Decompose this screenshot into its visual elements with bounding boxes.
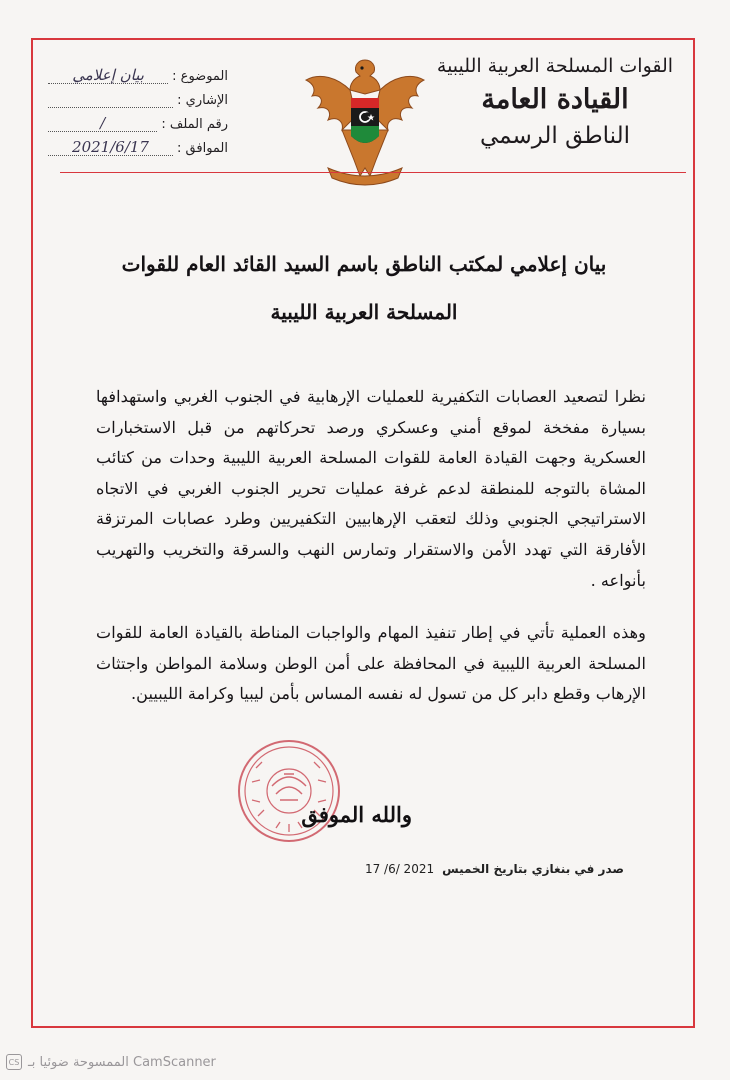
org-spokesman: الناطق الرسمي [480, 123, 630, 149]
org-command: القيادة العامة [481, 84, 629, 115]
issued-place: صدر في بنغازي بتاريخ الخميس [442, 862, 624, 876]
scanner-watermark [6, 1052, 216, 1072]
reference-label: الإشاري : [177, 93, 228, 108]
subject-value: بيان إعلامي [48, 67, 168, 84]
file-number-value: / [48, 115, 157, 132]
letterhead-organization [430, 52, 680, 152]
title-line-2: المسلحة العربية الليبية [270, 300, 458, 324]
document-metadata [48, 60, 228, 156]
date-label: الموافق : [177, 141, 228, 156]
issued-line [365, 862, 624, 876]
file-number-label: رقم الملف : [161, 117, 228, 132]
date-value: 2021/6/17 [48, 139, 173, 156]
reference-value [48, 91, 173, 108]
statement-title [70, 240, 658, 336]
camscanner-icon: CS [6, 1054, 22, 1070]
subject-row [48, 60, 228, 84]
eagle-emblem-icon [298, 50, 432, 190]
subject-label: الموضوع : [172, 69, 228, 84]
body-paragraph-1: نظرا لتصعيد العصابات التكفيرية للعمليات الإرهابية في الجنوب الغربي واستهدافها بسيارة مفخخة لموقع أمني وعسكري ورصد تحركاتهم من قبل الاستخبارات العسكرية وجهت القيادة العامة للقوات المسلحة العربية الليبية وحدات من كتائب المشاة بالتوجه للمنطقة لدعم غرفة عمليات تحرير الجنوب الغربي في الاتجاه الاستراتيجي الجنوبي وذلك لتعقب الإرهابيين التكفيريين وطرد عصابات المرتزقة الأفارقة التي تهدد الأمن والاستقرار وتمارس النهب والسرقة والتخريب والتهريب بأنواعه . [96, 387, 646, 590]
org-name: القوات المسلحة العربية الليبية [436, 55, 674, 77]
date-row [48, 132, 228, 156]
closing-phrase: والله الموفق [301, 802, 412, 827]
file-number-row [48, 108, 228, 132]
header-divider [60, 172, 686, 173]
statement-body [96, 382, 646, 710]
title-line-1: بيان إعلامي لمكتب الناطق باسم السيد القائد العام للقوات [121, 252, 607, 276]
issued-date: 17 /6/ 2021 [364, 862, 435, 876]
reference-row [48, 84, 228, 108]
watermark-text: الممسوحة ضوئيا بـ CamScanner [28, 1054, 216, 1070]
official-seal-icon [236, 738, 342, 844]
body-paragraph-2: وهذه العملية تأتي في إطار تنفيذ المهام والواجبات المناطة بالقيادة العامة للقوات المسلحة العربية الليبية في المحافظة على أمن الوطن وسلامة المواطن واجتثاث الإرهاب وقطع دابر كل من تسول له نفسه المساس بأمن ليبيا وكرامة الليبيين. [96, 623, 646, 704]
